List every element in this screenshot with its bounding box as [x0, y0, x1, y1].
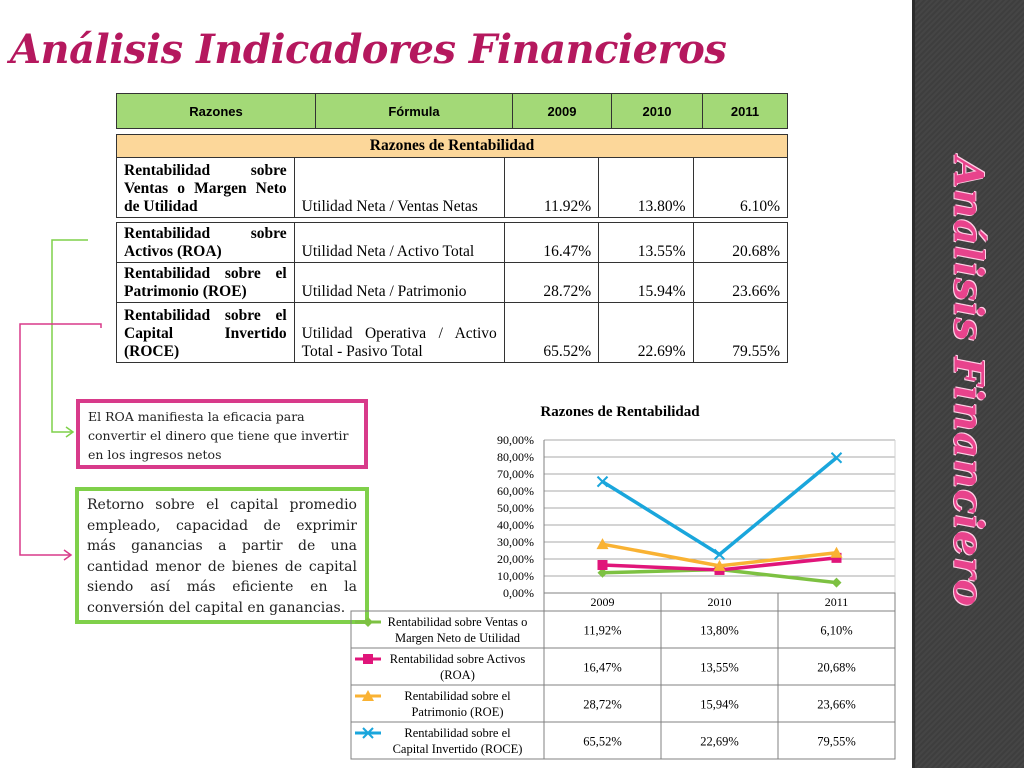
legend-label: Rentabilidad sobre el Capital Invertido (ROCE) [392, 726, 523, 756]
data-label: 16,47% [583, 660, 622, 675]
ratio-formula: Utilidad Operativa / Activo Total - Pasivo Total [294, 303, 504, 363]
header-cell-formula: Fórmula [316, 94, 513, 129]
ratio-formula: Utilidad Neta / Ventas Netas [294, 158, 504, 218]
ratio-value-2011: 79.55% [693, 303, 787, 363]
legend-label: Rentabilidad sobre el Patrimonio (ROE) [404, 689, 511, 719]
x-tick-label: 2010 [707, 595, 732, 609]
ratio-value-2010: 13.55% [599, 223, 693, 263]
ratio-value-2009: 28.72% [504, 263, 598, 303]
section-title: Razones de Rentabilidad [117, 135, 788, 158]
data-label: 20,68% [817, 660, 856, 675]
ratio-value-2011: 20.68% [693, 223, 787, 263]
header-cell-2010: 2010 [612, 94, 703, 129]
x-tick-label: 2011 [824, 595, 849, 609]
data-label: 79,55% [817, 734, 856, 749]
y-tick-label: 30,00% [497, 535, 534, 549]
data-label: 11,92% [583, 623, 622, 638]
ratio-value-2010: 15.94% [599, 263, 693, 303]
ratio-name: Rentabilidad sobre el Capital Invertido (ROCE) [117, 303, 295, 363]
data-label: 15,94% [700, 697, 739, 712]
ratio-formula: Utilidad Neta / Activo Total [294, 223, 504, 263]
legend-key-marker [363, 617, 373, 627]
data-point [598, 560, 608, 570]
data-label: 13,80% [700, 623, 739, 638]
header-cell-razones: Razones [117, 94, 316, 129]
y-tick-label: 20,00% [497, 552, 534, 566]
ratio-value-2009: 16.47% [504, 223, 598, 263]
ratio-value-2009: 11.92% [504, 158, 598, 218]
y-tick-label: 0,00% [503, 586, 534, 600]
y-tick-label: 50,00% [497, 501, 534, 515]
header-cell-2011: 2011 [703, 94, 788, 129]
y-tick-label: 90,00% [497, 433, 534, 447]
ratio-value-2011: 6.10% [693, 158, 787, 218]
ratio-value-2011: 23.66% [693, 263, 787, 303]
ratio-formula: Utilidad Neta / Patrimonio [294, 263, 504, 303]
ratio-name: Rentabilidad sobre el Patrimonio (ROE) [117, 263, 295, 303]
y-tick-label: 70,00% [497, 467, 534, 481]
y-tick-label: 40,00% [497, 518, 534, 532]
y-tick-label: 80,00% [497, 450, 534, 464]
data-label: 28,72% [583, 697, 622, 712]
ratio-name: Rentabilidad sobre Ventas o Margen Neto de Utilidad [117, 158, 295, 218]
ratio-name: Rentabilidad sobre Activos (ROA) [117, 223, 295, 263]
x-tick-label: 2009 [590, 595, 615, 609]
ratio-value-2010: 22.69% [599, 303, 693, 363]
legend-key-marker [363, 654, 373, 664]
y-tick-label: 60,00% [497, 484, 534, 498]
y-tick-label: 10,00% [497, 569, 534, 583]
data-label: 13,55% [700, 660, 739, 675]
roa-callout: El ROA manifiesta la eficacia para convertir el dinero que tiene que invertir en los ingresos netos [76, 399, 368, 469]
roce-callout: Retorno sobre el capital promedio empleado, capacidad de exprimir más ganancias a partir de una cantidad menor de bienes de capital siendo así más eficiente en la conversión del capital en ganancias. [75, 487, 369, 624]
data-label: 6,10% [820, 623, 853, 638]
series-line [603, 458, 837, 555]
data-label: 65,52% [583, 734, 622, 749]
side-title: Análisis Financiero [944, 156, 992, 608]
data-label: 23,66% [817, 697, 856, 712]
data-label: 22,69% [700, 734, 739, 749]
chart-title: Razones de Rentabilidad [540, 404, 700, 420]
data-point [832, 578, 842, 588]
legend-label: Rentabilidad sobre Ventas o Margen Neto de Utilidad [387, 615, 528, 645]
legend-label: Rentabilidad sobre Activos (ROA) [389, 652, 526, 682]
page-title: Análisis Indicadores Financieros [10, 26, 727, 73]
header-cell-2009: 2009 [513, 94, 612, 129]
ratio-value-2010: 13.80% [599, 158, 693, 218]
ratio-value-2009: 65.52% [504, 303, 598, 363]
